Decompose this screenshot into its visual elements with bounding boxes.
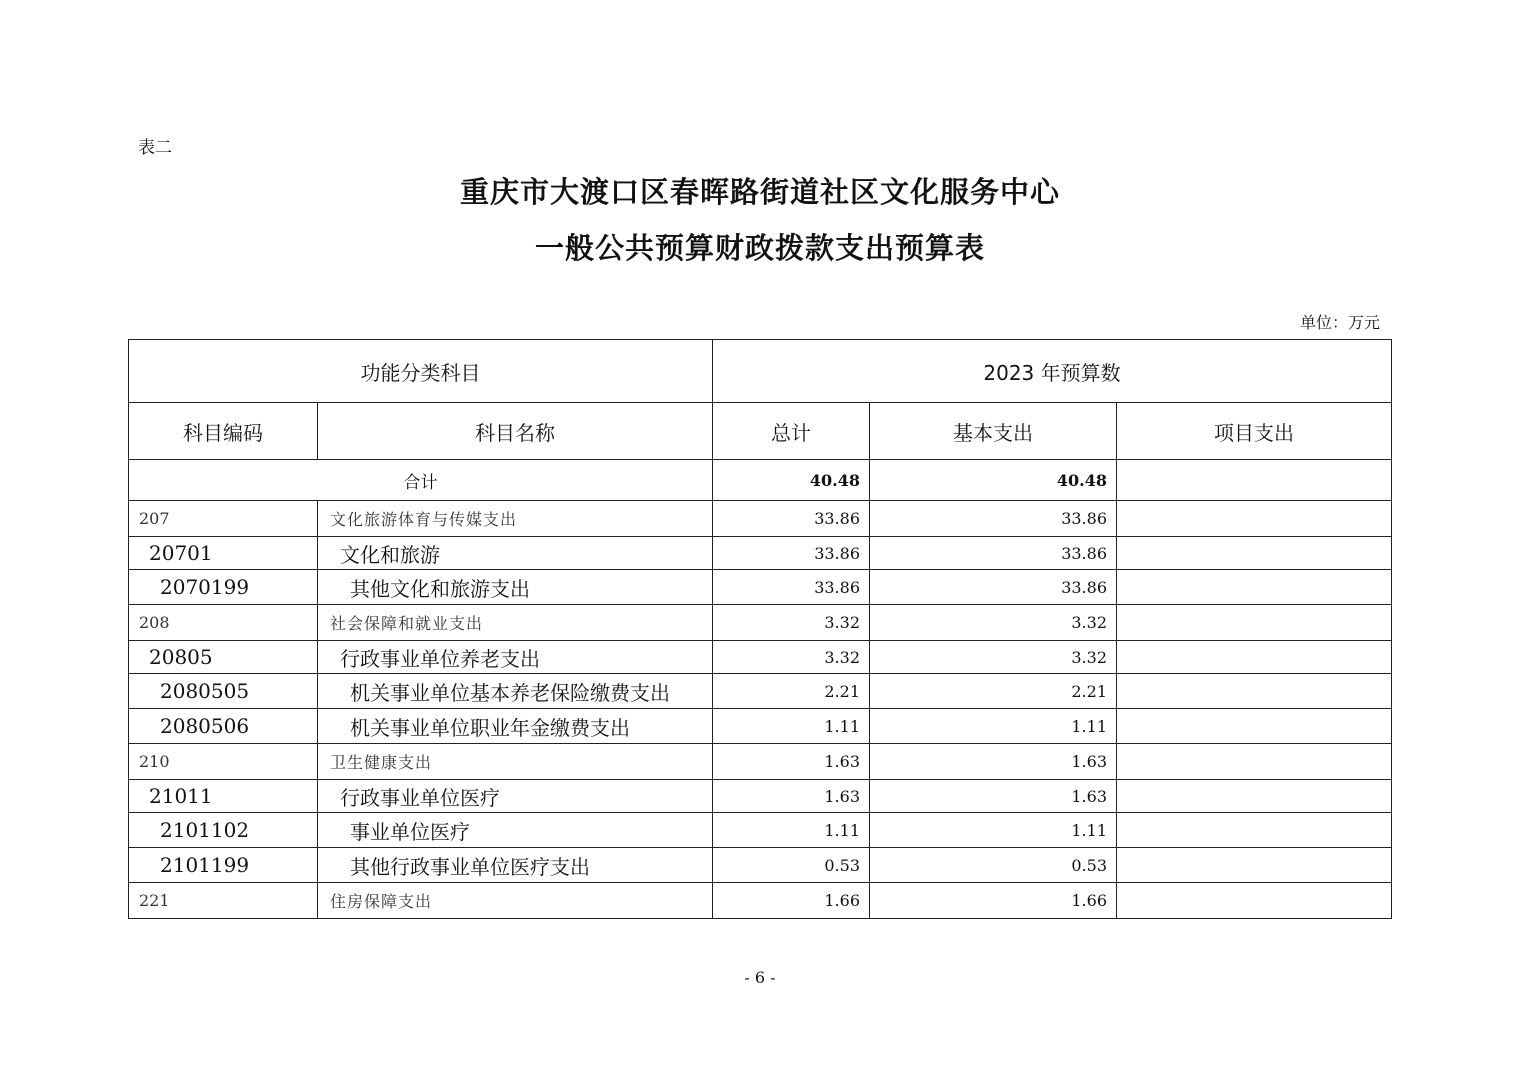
header-name: 科目名称 <box>318 403 713 460</box>
header-column-row <box>129 403 1392 460</box>
row-name: 社会保障和就业支出 <box>318 605 713 641</box>
row-name: 卫生健康支出 <box>318 744 713 780</box>
table-row <box>129 744 1392 780</box>
total-sum: 40.48 <box>713 460 870 501</box>
row-name: 事业单位医疗 <box>318 813 713 848</box>
row-total: 33.86 <box>713 501 870 537</box>
row-project <box>1117 605 1392 641</box>
row-basic: 3.32 <box>870 605 1117 641</box>
row-total: 33.86 <box>713 570 870 605</box>
table-row <box>129 780 1392 813</box>
row-name: 住房保障支出 <box>318 883 713 919</box>
total-basic: 40.48 <box>870 460 1117 501</box>
row-total: 1.63 <box>713 744 870 780</box>
table-row <box>129 813 1392 848</box>
table-row <box>129 674 1392 709</box>
row-project <box>1117 501 1392 537</box>
row-total: 1.11 <box>713 709 870 744</box>
row-name: 行政事业单位养老支出 <box>318 641 713 674</box>
total-row <box>129 460 1392 501</box>
page-title: 重庆市大渡口区春晖路街道社区文化服务中心 <box>459 175 1060 209</box>
row-total: 0.53 <box>713 848 870 883</box>
row-basic: 0.53 <box>870 848 1117 883</box>
row-name: 其他文化和旅游支出 <box>318 570 713 605</box>
row-code: 2101199 <box>129 848 318 883</box>
row-name: 文化和旅游 <box>318 537 713 570</box>
row-total: 1.11 <box>713 813 870 848</box>
header-budget-year: 2023 年预算数 <box>713 340 1392 403</box>
row-name: 文化旅游体育与传媒支出 <box>318 501 713 537</box>
row-code: 2080505 <box>129 674 318 709</box>
row-basic: 2.21 <box>870 674 1117 709</box>
row-project <box>1117 883 1392 919</box>
total-label: 合计 <box>129 460 713 501</box>
header-code: 科目编码 <box>129 403 318 460</box>
page-subtitle: 一般公共预算财政拨款支出预算表 <box>534 231 985 265</box>
table-row <box>129 709 1392 744</box>
table-row <box>129 883 1392 919</box>
row-total: 33.86 <box>713 537 870 570</box>
row-code: 2101102 <box>129 813 318 848</box>
row-basic: 33.86 <box>870 537 1117 570</box>
row-project <box>1117 813 1392 848</box>
row-basic: 1.63 <box>870 744 1117 780</box>
row-total: 1.66 <box>713 883 870 919</box>
row-total: 3.32 <box>713 641 870 674</box>
row-project <box>1117 744 1392 780</box>
row-name: 行政事业单位医疗 <box>318 780 713 813</box>
header-basic: 基本支出 <box>870 403 1117 460</box>
budget-table <box>128 339 1392 919</box>
page-number: - 6 - <box>744 968 776 987</box>
row-code: 20805 <box>129 641 318 674</box>
row-name: 机关事业单位职业年金缴费支出 <box>318 709 713 744</box>
row-total: 1.63 <box>713 780 870 813</box>
row-project <box>1117 641 1392 674</box>
row-basic: 1.63 <box>870 780 1117 813</box>
table-row <box>129 570 1392 605</box>
row-basic: 1.66 <box>870 883 1117 919</box>
row-code: 2080506 <box>129 709 318 744</box>
row-project <box>1117 537 1392 570</box>
table-row <box>129 641 1392 674</box>
table-row <box>129 848 1392 883</box>
row-code: 207 <box>129 501 318 537</box>
table-row <box>129 501 1392 537</box>
header-total: 总计 <box>713 403 870 460</box>
row-project <box>1117 780 1392 813</box>
row-code: 21011 <box>129 780 318 813</box>
row-code: 20701 <box>129 537 318 570</box>
row-basic: 1.11 <box>870 709 1117 744</box>
row-project <box>1117 848 1392 883</box>
unit-note: 单位：万元 <box>1299 313 1380 332</box>
row-total: 3.32 <box>713 605 870 641</box>
table-label: 表二 <box>138 138 172 158</box>
row-code: 221 <box>129 883 318 919</box>
row-basic: 1.11 <box>870 813 1117 848</box>
row-project <box>1117 709 1392 744</box>
row-basic: 33.86 <box>870 570 1117 605</box>
row-project <box>1117 674 1392 709</box>
table-row <box>129 537 1392 570</box>
row-basic: 33.86 <box>870 501 1117 537</box>
header-group-row <box>129 340 1392 403</box>
row-code: 208 <box>129 605 318 641</box>
row-project <box>1117 570 1392 605</box>
row-name: 其他行政事业单位医疗支出 <box>318 848 713 883</box>
row-code: 210 <box>129 744 318 780</box>
total-project <box>1117 460 1392 501</box>
row-basic: 3.32 <box>870 641 1117 674</box>
table-row <box>129 605 1392 641</box>
row-code: 2070199 <box>129 570 318 605</box>
row-total: 2.21 <box>713 674 870 709</box>
header-project: 项目支出 <box>1117 403 1392 460</box>
row-name: 机关事业单位基本养老保险缴费支出 <box>318 674 713 709</box>
header-functional-classification: 功能分类科目 <box>129 340 713 403</box>
